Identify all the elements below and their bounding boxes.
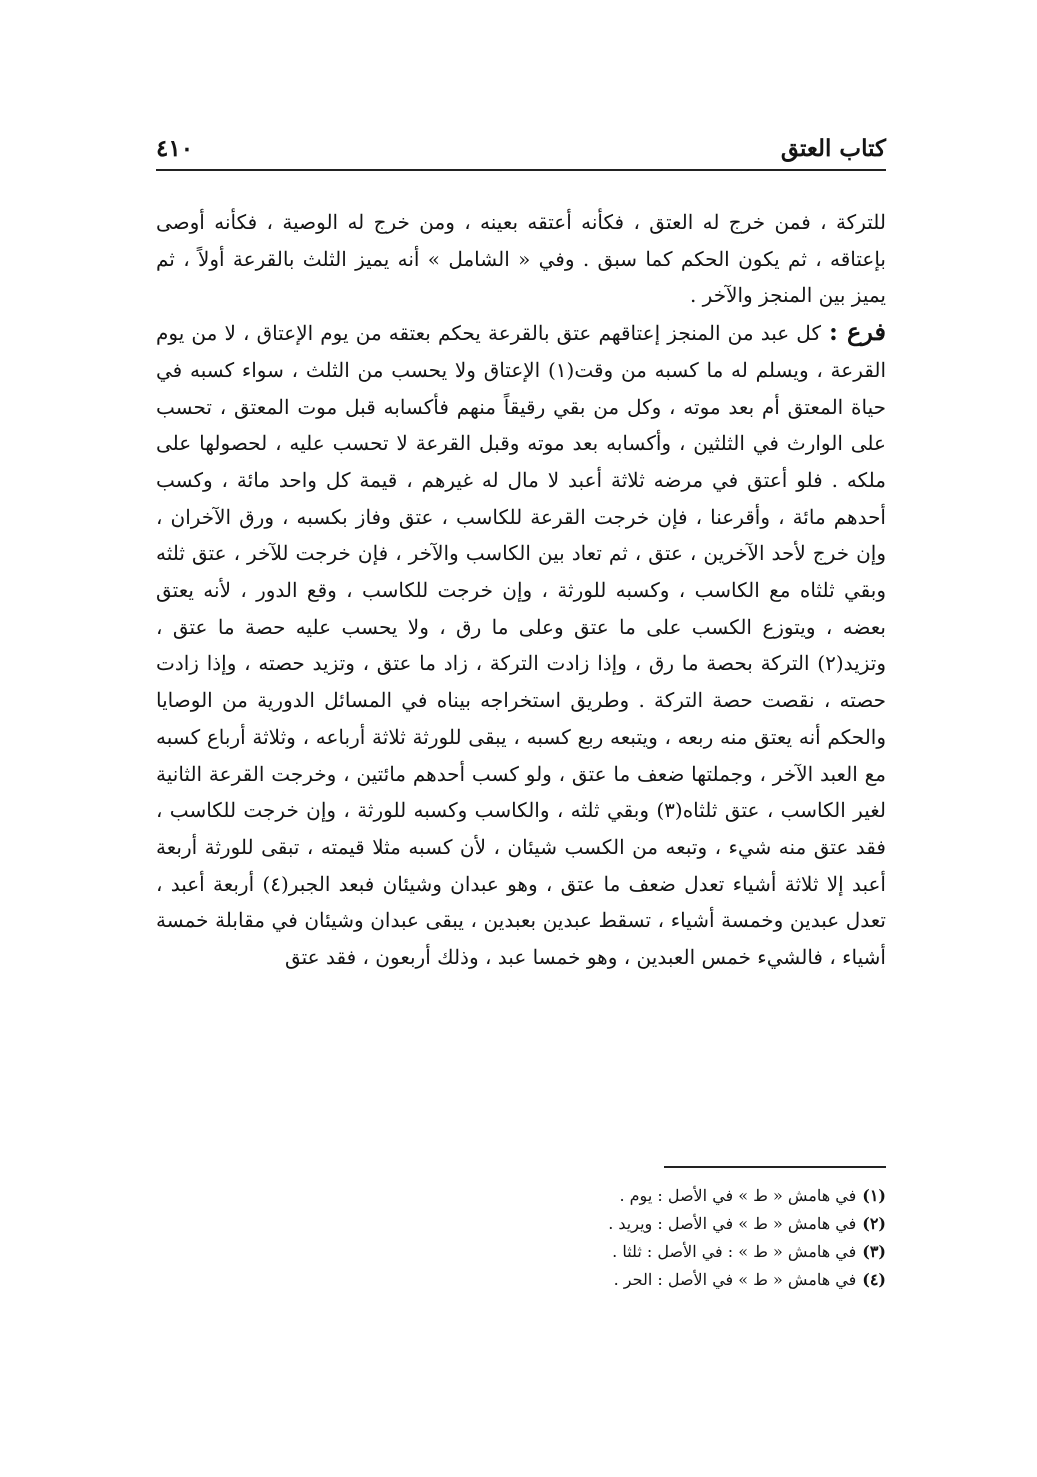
footnote-2 bbox=[440, 1210, 886, 1238]
footnote-text: في هامش « ط » في الأصل : الحر . bbox=[613, 1270, 857, 1289]
footnote-number: (١) bbox=[862, 1186, 886, 1205]
paragraph-2 bbox=[156, 314, 886, 976]
running-title: كتاب العتق bbox=[780, 135, 886, 162]
footnote-text: في هامش « ط » في الأصل : يوم . bbox=[619, 1186, 857, 1205]
footnote-rule bbox=[664, 1166, 886, 1168]
footnote-1 bbox=[440, 1182, 886, 1210]
footnote-number: (٢) bbox=[862, 1214, 886, 1233]
footnotes bbox=[440, 1182, 886, 1294]
paragraph-2-text: كل عبد من المنجز إعتاقهم عتق بالقرعة يحكم بعتقه من يوم الإعتاق ، لا من يوم القرعة ، ويسلم له ما كسبه من وقت(١) الإعتاق ولا يحسب من الثلث ، سواء كسبه في حياة المعتق أم بعد موته ، وكل من بقي رقيقاً منهم فأكسابه قبل موت المعتق ، تحسب على الوارث في الثلثين ، وأكسابه بعد موته وقبل القرعة لا تحسب عليه ، لحصولها على ملكه . فلو أعتق في مرضه ثلاثة أعبد لا مال له غيرهم ، قيمة كل واحد مائة ، وكسب أحدهم مائة ، وأقرعنا ، فإن خرجت القرعة للكاسب ، عتق وفاز بكسبه ، ورق الآخران ، وإن خرج لأحد الآخرين ، عتق ، ثم تعاد بين الكاسب والآخر ، فإن خرجت للآخر ، عتق ثلثه وبقي ثلثاه مع الكاسب ، وكسبه للورثة ، وإن خرجت للكاسب ، وقع الدور ، لأنه يعتق بعضه ، ويتوزع الكسب على ما عتق وعلى ما رق ، ولا يحسب عليه حصة ما عتق ، وتزيد(٢) التركة بحصة ما رق ، وإذا زادت التركة ، زاد ما عتق ، وتزيد حصته ، وإذا زادت حصته ، نقصت حصة التركة . وطريق استخراجه بيناه في المسائل الدورية من الوصايا والحكم أنه يعتق منه ربعه ، ويتبعه ربع كسبه ، يبقى للورثة ثلاثة أرباعه ، وثلاثة أرباع كسبه مع العبد الآخر ، وجملتها ضعف ما عتق ، ولو كسب أحدهم مائتين ، وخرجت القرعة الثانية لغير الكاسب ، عتق ثلثاه(٣) وبقي ثلثه ، والكاسب وكسبه للورثة ، وإن خرجت للكاسب ، فقد عتق منه شيء ، وتبعه من الكسب شيئان ، لأن كسبه مثلا قيمته ، تبقى للورثة أربعة أعبد إلا ثلاثة أشياء تعدل ضعف ما عتق ، وهو عبدان وشيئان فبعد الجبر(٤) أربعة أعبد ، تعدل عبدين وخمسة أشياء ، تسقط عبدين بعبدين ، يبقى عبدان وشيئان في مقابلة خمسة أشياء ، فالشيء خمس العبدين ، وهو خمسا عبد ، وذلك أربعون ، فقد عتق bbox=[156, 321, 886, 970]
footnote-3 bbox=[440, 1238, 886, 1266]
branch-label: فرع : bbox=[828, 317, 887, 347]
footnote-text: في هامش « ط » في الأصل : ويريد . bbox=[608, 1214, 857, 1233]
footnote-text: في هامش « ط » : في الأصل : ثلثا . bbox=[612, 1242, 857, 1261]
page-number: ٤١٠ bbox=[156, 135, 194, 162]
main-text bbox=[156, 204, 886, 976]
footnote-number: (٤) bbox=[862, 1270, 886, 1289]
running-header bbox=[156, 127, 886, 171]
footnote-4 bbox=[440, 1266, 886, 1294]
header-rule bbox=[156, 169, 886, 171]
paragraph-1: للتركة ، فمن خرج له العتق ، فكأنه أعتقه بعينه ، ومن خرج له الوصية ، فكأنه أوصى بإعتاقه ، ثم يكون الحكم كما سبق . وفي « الشامل » أنه يميز الثلث بالقرعة أولاً ، ثم يميز بين المنجز والآخر . bbox=[156, 210, 886, 308]
footnote-number: (٣) bbox=[862, 1242, 886, 1261]
